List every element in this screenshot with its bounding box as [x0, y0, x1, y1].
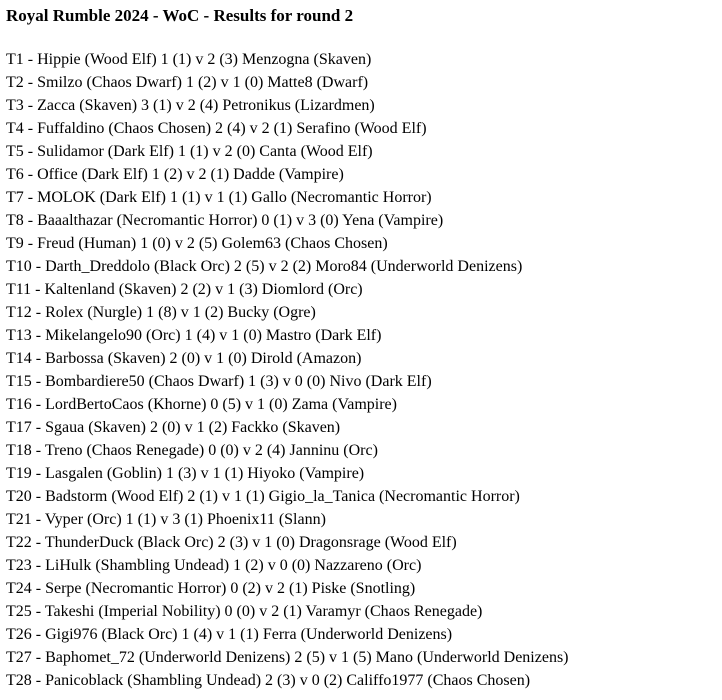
- result-line-t9: T9 - Freud (Human) 1 (0) v 2 (5) Golem63 (Chaos Chosen): [6, 235, 388, 252]
- result-line-t28: T28 - Panicoblack (Shambling Undead) 2 (3) v 0 (2) Califfo1977 (Chaos Chosen): [6, 672, 531, 689]
- result-line-t17: T17 - Sgaua (Skaven) 2 (0) v 1 (2) Fackko (Skaven): [6, 419, 341, 436]
- result-line-t15: T15 - Bombardiere50 (Chaos Dwarf) 1 (3) v 0 (0) Nivo (Dark Elf): [6, 373, 432, 390]
- result-line-t1: T1 - Hippie (Wood Elf) 1 (1) v 2 (3) Menzogna (Skaven): [6, 51, 372, 68]
- result-line-t5: T5 - Sulidamor (Dark Elf) 1 (1) v 2 (0) Canta (Wood Elf): [6, 143, 373, 160]
- result-line-t10: T10 - Darth_Dreddolo (Black Orc) 2 (5) v 2 (2) Moro84 (Underworld Denizens): [6, 258, 523, 275]
- result-line-t22: T22 - ThunderDuck (Black Orc) 2 (3) v 1 (0) Dragonsrage (Wood Elf): [6, 534, 457, 551]
- page-title: Royal Rumble 2024 - WoC - Results for round 2: [6, 6, 354, 25]
- result-line-t23: T23 - LiHulk (Shambling Undead) 1 (2) v 0 (0) Nazzareno (Orc): [6, 557, 422, 574]
- result-line-t11: T11 - Kaltenland (Skaven) 2 (2) v 1 (3) Diomlord (Orc): [6, 281, 363, 298]
- result-line-t4: T4 - Fuffaldino (Chaos Chosen) 2 (4) v 2 (1) Serafino (Wood Elf): [6, 120, 427, 137]
- result-line-t26: T26 - Gigi976 (Black Orc) 1 (4) v 1 (1) Ferra (Underworld Denizens): [6, 626, 453, 643]
- result-line-t12: T12 - Rolex (Nurgle) 1 (8) v 1 (2) Bucky (Ogre): [6, 304, 316, 321]
- result-line-t13: T13 - Mikelangelo90 (Orc) 1 (4) v 1 (0) Mastro (Dark Elf): [6, 327, 382, 344]
- result-line-t21: T21 - Vyper (Orc) 1 (1) v 3 (1) Phoenix11 (Slann): [6, 511, 326, 528]
- result-line-t19: T19 - Lasgalen (Goblin) 1 (3) v 1 (1) Hiyoko (Vampire): [6, 465, 365, 482]
- result-line-t7: T7 - MOLOK (Dark Elf) 1 (1) v 1 (1) Gallo (Necromantic Horror): [6, 189, 432, 206]
- results-list: [6, 48, 722, 692]
- result-line-t24: T24 - Serpe (Necromantic Horror) 0 (2) v 2 (1) Piske (Snotling): [6, 580, 416, 597]
- result-line-t27: T27 - Baphomet_72 (Underworld Denizens) 2 (5) v 1 (5) Mano (Underworld Denizens): [6, 649, 569, 666]
- result-line-t20: T20 - Badstorm (Wood Elf) 2 (1) v 1 (1) Gigio_la_Tanica (Necromantic Horror): [6, 488, 520, 505]
- result-line-t8: T8 - Baaalthazar (Necromantic Horror) 0 (1) v 3 (0) Yena (Vampire): [6, 212, 444, 229]
- result-line-t16: T16 - LordBertoCaos (Khorne) 0 (5) v 1 (0) Zama (Vampire): [6, 396, 397, 413]
- result-line-t25: T25 - Takeshi (Imperial Nobility) 0 (0) v 2 (1) Varamyr (Chaos Renegade): [6, 603, 483, 620]
- result-line-t6: T6 - Office (Dark Elf) 1 (2) v 2 (1) Dadde (Vampire): [6, 166, 344, 183]
- result-line-t2: T2 - Smilzo (Chaos Dwarf) 1 (2) v 1 (0) Matte8 (Dwarf): [6, 74, 369, 91]
- result-line-t3: T3 - Zacca (Skaven) 3 (1) v 2 (4) Petronikus (Lizardmen): [6, 97, 375, 114]
- result-line-t18: T18 - Treno (Chaos Renegade) 0 (0) v 2 (4) Janninu (Orc): [6, 442, 378, 459]
- result-line-t14: T14 - Barbossa (Skaven) 2 (0) v 1 (0) Dirold (Amazon): [6, 350, 362, 367]
